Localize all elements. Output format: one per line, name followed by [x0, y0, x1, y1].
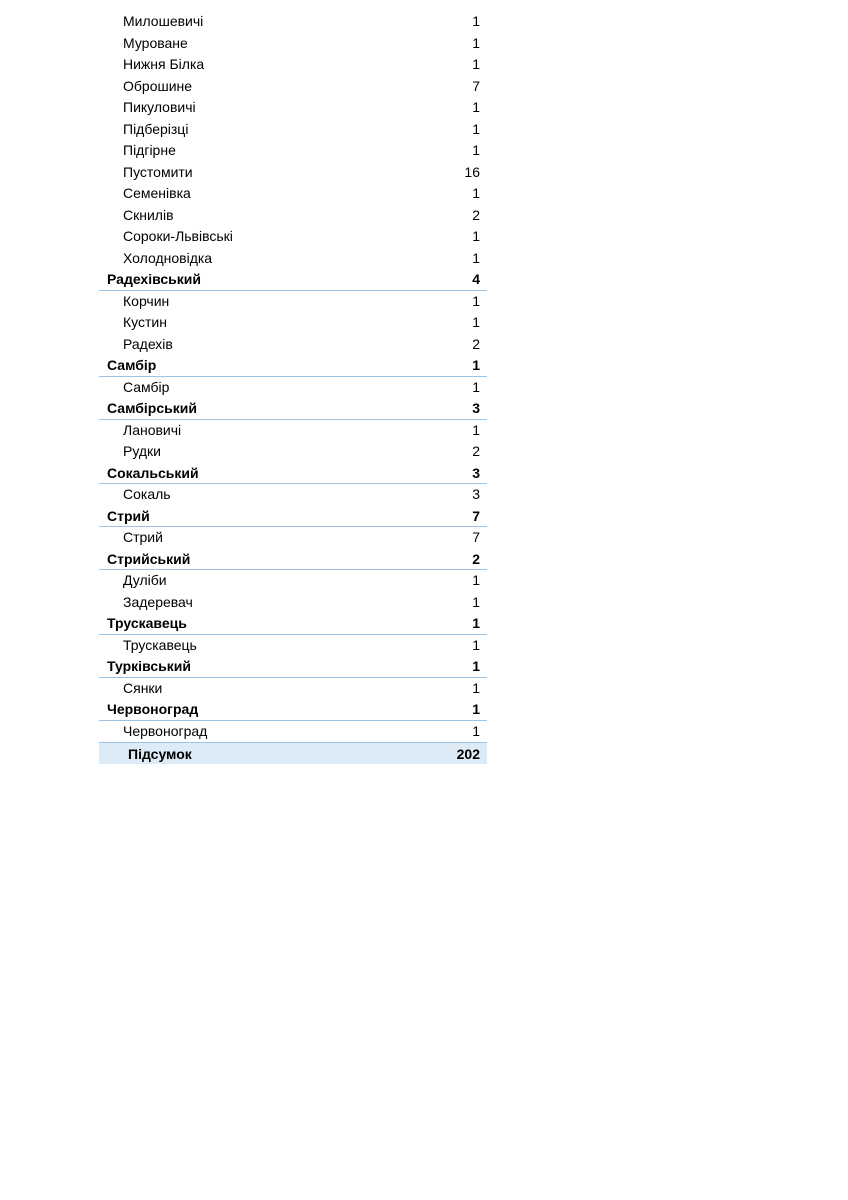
- group-value: 2: [472, 550, 480, 567]
- row-value: 1: [472, 13, 480, 29]
- row-label: Корчин: [123, 292, 170, 309]
- group-value: 1: [472, 357, 480, 373]
- table-row: [99, 226, 487, 248]
- row-label: Червоноград: [123, 722, 208, 739]
- row-label: Лановичі: [123, 421, 182, 438]
- table-row: [99, 183, 487, 205]
- row-label: Дуліби: [123, 572, 167, 588]
- row-label: Кустин: [123, 314, 167, 330]
- table-row: [99, 678, 487, 700]
- table-row: [99, 635, 487, 657]
- group-value: 4: [472, 271, 480, 287]
- row-value: 3: [472, 486, 480, 502]
- table-row: [99, 33, 487, 55]
- table-row: [99, 205, 487, 227]
- row-value: 2: [472, 443, 480, 459]
- group-row: [99, 355, 487, 377]
- table-row: [99, 248, 487, 270]
- row-value: 1: [472, 722, 480, 739]
- row-value: 1: [472, 314, 480, 330]
- row-label: Муроване: [123, 34, 188, 51]
- row-label: Радехів: [123, 335, 173, 352]
- row-value: 1: [472, 636, 480, 653]
- group-row: [99, 549, 487, 571]
- group-label: Сокальський: [107, 464, 199, 481]
- group-row: [99, 699, 487, 721]
- table-row: [99, 527, 487, 549]
- table-row: [99, 140, 487, 162]
- table-row: [99, 76, 487, 98]
- table-row: [99, 119, 487, 141]
- row-label: Семенівка: [123, 185, 191, 201]
- table-row: [99, 484, 487, 506]
- group-value: 7: [472, 507, 480, 524]
- group-label: Радехівський: [107, 271, 201, 287]
- row-value: 1: [472, 56, 480, 72]
- row-label: Сокаль: [123, 486, 171, 502]
- row-label: Милошевичі: [123, 13, 204, 29]
- row-value: 1: [472, 228, 480, 244]
- table-row: [99, 441, 487, 463]
- row-label: Рудки: [123, 443, 161, 459]
- row-value: 2: [472, 335, 480, 352]
- group-value: 1: [472, 615, 480, 631]
- group-label: Самбірський: [107, 400, 197, 416]
- row-value: 1: [472, 142, 480, 158]
- table-row: [99, 291, 487, 313]
- row-label: Підберізці: [123, 120, 189, 137]
- table-row: [99, 54, 487, 76]
- row-value: 1: [472, 679, 480, 696]
- row-value: 1: [472, 249, 480, 266]
- table-row: [99, 377, 487, 399]
- row-label: Пикуловичі: [123, 99, 196, 115]
- pivot-table: [99, 11, 487, 764]
- group-value: 3: [472, 400, 480, 416]
- row-label: Підгірне: [123, 142, 176, 158]
- table-row: [99, 11, 487, 33]
- table-row: [99, 570, 487, 592]
- row-value: 1: [472, 378, 480, 395]
- group-value: 1: [472, 701, 480, 717]
- group-row: [99, 656, 487, 678]
- total-value: 202: [456, 746, 480, 762]
- row-label: Задеревач: [123, 593, 193, 610]
- row-label: Стрий: [123, 529, 163, 545]
- row-label: Нижня Білка: [123, 56, 205, 72]
- total-label: Підсумок: [128, 746, 192, 762]
- row-value: 1: [472, 120, 480, 137]
- table-row: [99, 162, 487, 184]
- row-label: Сянки: [123, 679, 163, 696]
- group-row: [99, 506, 487, 528]
- group-label: Стрийський: [107, 550, 191, 567]
- table-row: [99, 312, 487, 334]
- group-row: [99, 463, 487, 485]
- row-label: Сороки-Львівські: [123, 228, 233, 244]
- row-value: 1: [472, 185, 480, 201]
- row-value: 16: [464, 163, 480, 180]
- row-label: Трускавець: [123, 636, 197, 653]
- row-value: 1: [472, 421, 480, 438]
- group-label: Турківський: [107, 658, 191, 674]
- row-value: 1: [472, 292, 480, 309]
- group-label: Червоноград: [107, 701, 199, 717]
- row-label: Холодновідка: [123, 249, 213, 266]
- row-value: 7: [472, 77, 480, 94]
- row-label: Пустомити: [123, 163, 193, 180]
- group-label: Стрий: [107, 507, 150, 524]
- group-value: 3: [472, 464, 480, 481]
- row-label: Скнилів: [123, 206, 174, 223]
- total-row: [99, 742, 487, 764]
- group-label: Самбір: [107, 357, 157, 373]
- table-row: [99, 334, 487, 356]
- row-label: Оброшине: [123, 77, 193, 94]
- group-row: [99, 613, 487, 635]
- row-value: 1: [472, 99, 480, 115]
- table-body: [99, 11, 487, 742]
- row-value: 1: [472, 572, 480, 588]
- row-value: 1: [472, 593, 480, 610]
- row-value: 1: [472, 34, 480, 51]
- table-row: [99, 420, 487, 442]
- table-row: [99, 592, 487, 614]
- row-label: Самбір: [123, 378, 170, 395]
- table-row: [99, 97, 487, 119]
- group-row: [99, 398, 487, 420]
- group-value: 1: [472, 658, 480, 674]
- row-value: 2: [472, 206, 480, 223]
- row-value: 7: [472, 529, 480, 545]
- group-row: [99, 269, 487, 291]
- group-label: Трускавець: [107, 615, 187, 631]
- table-row: [99, 721, 487, 743]
